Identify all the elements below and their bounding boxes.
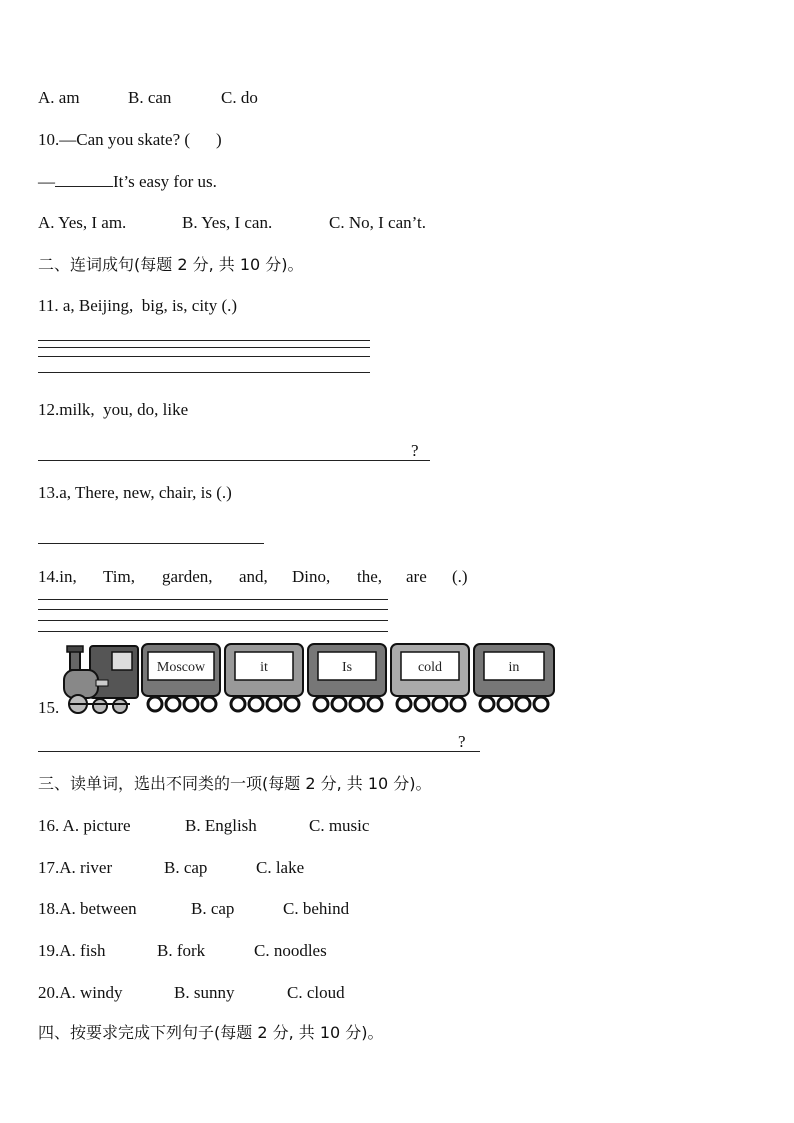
car-label-cold: cold — [417, 660, 443, 675]
q17-option-b: B. cap — [164, 858, 208, 877]
q15-question-mark: ? — [458, 732, 466, 751]
q18-option-c: C. behind — [283, 899, 350, 918]
section3-title: 三、读单词，选出不同类的一项(每题 2 分, 共 10 分)。 — [38, 774, 432, 793]
q12-text: 12.milk, you, do, like — [38, 400, 189, 419]
q10-prompt — [38, 130, 222, 150]
q19-option-c: C. noodles — [254, 941, 327, 960]
q11-writing-line-3 — [38, 356, 370, 357]
q17-option-c: C. lake — [256, 858, 305, 877]
train-car — [391, 644, 469, 711]
q14-word: (.) — [452, 567, 468, 586]
q9-option-a: A. am — [38, 88, 80, 107]
q14-word: garden, — [162, 567, 213, 586]
q15-number: 15. — [38, 698, 60, 717]
q10-prompt-text: 10.—Can you skate? ( — [38, 130, 191, 149]
q14-writing-line-1 — [38, 599, 388, 600]
q10-dash: — — [38, 172, 55, 191]
q20-option-b: B. sunny — [174, 983, 235, 1002]
section2-title: 二、连词成句(每题 2 分, 共 10 分)。 — [38, 255, 304, 274]
section4-title: 四、按要求完成下列句子(每题 2 分, 共 10 分)。 — [38, 1023, 384, 1042]
car-label-moscow: Moscow — [156, 660, 206, 675]
q18-option-a: 18.A. between — [38, 899, 137, 918]
q10-blank — [55, 171, 113, 187]
q12-answer-line — [38, 460, 430, 461]
q11-writing-line-1 — [38, 340, 370, 341]
q14-word: are — [406, 567, 427, 586]
q10-answer-line — [38, 171, 217, 192]
q14-writing-line-3 — [38, 620, 388, 621]
q14-word: the, — [357, 567, 383, 586]
q12-question-mark: ? — [411, 441, 419, 460]
q17-option-a: 17.A. river — [38, 858, 113, 877]
car-label-is: Is — [341, 660, 353, 675]
q15-answer-line — [38, 751, 480, 752]
car-label-it: it — [260, 660, 268, 675]
q11-writing-line-2 — [38, 347, 370, 348]
q10-close-paren: ) — [216, 130, 222, 149]
q20-option-c: C. cloud — [287, 983, 345, 1002]
q14-word: and, — [239, 567, 268, 586]
q19-option-b: B. fork — [157, 941, 206, 960]
q13-answer-line — [38, 543, 264, 544]
q9-option-b: B. can — [128, 88, 172, 107]
q11-text: 11. a, Beijing, big, is, city (.) — [38, 296, 238, 315]
q10-option-b: B. Yes, I can. — [182, 213, 273, 232]
q13-text: 13.a, There, new, chair, is (.) — [38, 483, 232, 502]
q14-word: Tim, — [103, 567, 135, 586]
q16-option-a: 16. A. picture — [38, 816, 131, 835]
train-car — [225, 644, 303, 711]
q10-option-c: C. No, I can’t. — [329, 213, 426, 232]
q10-answer-text: It’s easy for us. — [113, 172, 217, 191]
q10-option-a: A. Yes, I am. — [38, 213, 127, 232]
q16-option-b: B. English — [185, 816, 257, 835]
train-car — [308, 644, 386, 711]
q20-option-a: 20.A. windy — [38, 983, 123, 1002]
q18-option-b: B. cap — [191, 899, 235, 918]
q14-word: Dino, — [292, 567, 331, 586]
q19-option-a: 19.A. fish — [38, 941, 106, 960]
train-car — [474, 644, 554, 711]
q14-word: 14.in, — [38, 567, 77, 586]
locomotive-icon — [64, 646, 138, 713]
q16-option-c: C. music — [309, 816, 370, 835]
car-label-in: in — [508, 660, 520, 675]
q11-writing-line-4 — [38, 372, 370, 373]
q14-writing-line-4 — [38, 631, 388, 632]
q9-option-c: C. do — [221, 88, 258, 107]
train-car — [142, 644, 220, 711]
q14-writing-line-2 — [38, 609, 388, 610]
train-illustration — [60, 640, 560, 718]
